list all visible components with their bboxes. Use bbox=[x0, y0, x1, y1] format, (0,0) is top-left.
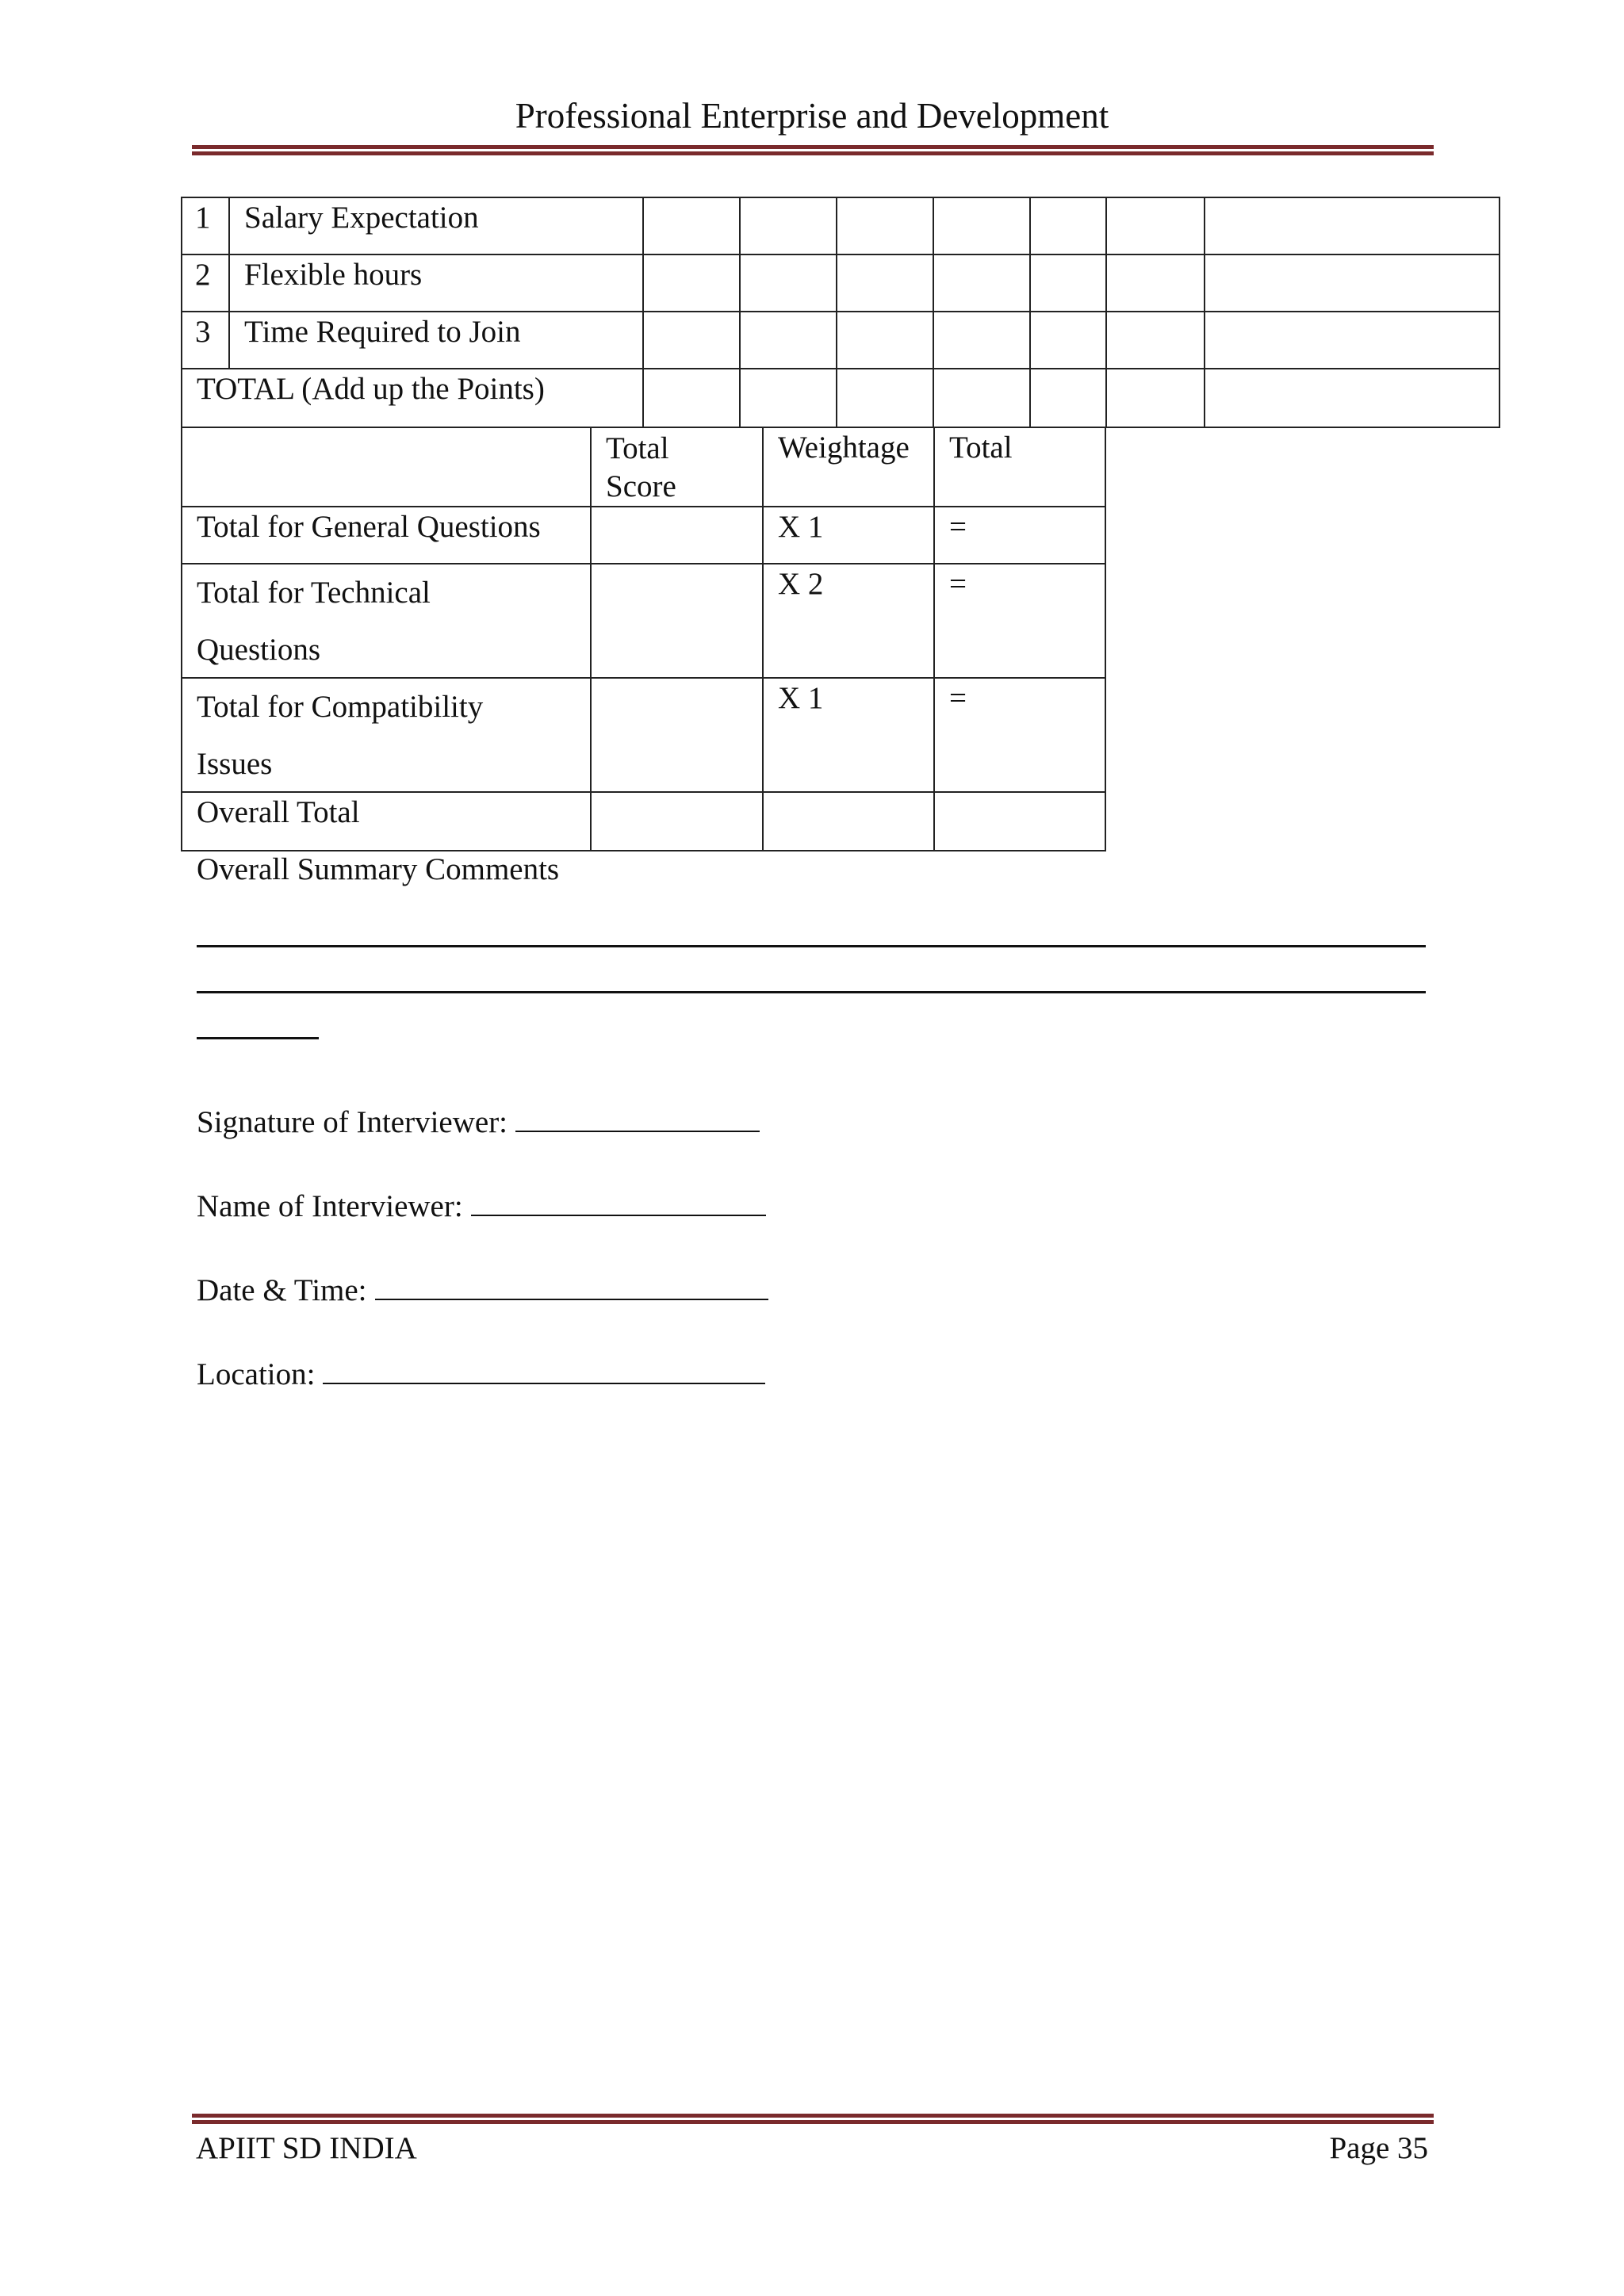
score-cell[interactable] bbox=[1105, 311, 1205, 369]
summary-row-general-weight: X 1 bbox=[762, 506, 935, 564]
name-input-line[interactable] bbox=[471, 1188, 766, 1216]
summary-header-weightage: Weightage bbox=[762, 427, 935, 507]
total-cell[interactable] bbox=[1105, 368, 1205, 428]
score-cell[interactable] bbox=[1029, 197, 1107, 255]
criteria-total-label: TOTAL (Add up the Points) bbox=[181, 368, 644, 428]
score-cell[interactable] bbox=[739, 311, 837, 369]
score-cell[interactable] bbox=[739, 254, 837, 312]
comments-label: Overall Summary Comments bbox=[197, 852, 560, 886]
comment-cell[interactable] bbox=[1204, 254, 1500, 312]
location-input-line[interactable] bbox=[323, 1356, 765, 1384]
summary-header-blank bbox=[181, 427, 592, 507]
summary-row-compatibility-weight: X 1 bbox=[762, 677, 935, 793]
score-cell[interactable] bbox=[739, 197, 837, 255]
signature-label: Signature of Interviewer: bbox=[197, 1105, 508, 1139]
summary-header-total: Total bbox=[933, 427, 1106, 507]
footer-page-number: Page 35 bbox=[1329, 2131, 1428, 2165]
summary-header-total-score: Total Score bbox=[590, 427, 764, 507]
header-divider bbox=[192, 145, 1434, 155]
summary-row-technical-label: Total for Technical Questions bbox=[181, 563, 592, 679]
criteria-row-2-label: Flexible hours bbox=[228, 254, 644, 312]
summary-row-overall-score[interactable] bbox=[590, 791, 764, 851]
name-label: Name of Interviewer: bbox=[197, 1189, 463, 1223]
score-cell[interactable] bbox=[642, 254, 741, 312]
score-cell[interactable] bbox=[836, 197, 934, 255]
page-title: Professional Enterprise and Development bbox=[515, 96, 1109, 136]
summary-row-overall-total[interactable] bbox=[933, 791, 1106, 851]
total-cell[interactable] bbox=[836, 368, 934, 428]
summary-row-general-score[interactable] bbox=[590, 506, 764, 564]
summary-row-technical-weight: X 2 bbox=[762, 563, 935, 679]
comment-cell[interactable] bbox=[1204, 197, 1500, 255]
location-label: Location: bbox=[197, 1357, 316, 1391]
score-cell[interactable] bbox=[933, 254, 1031, 312]
score-cell[interactable] bbox=[933, 197, 1031, 255]
comments-line-3[interactable] bbox=[197, 1037, 319, 1039]
score-cell[interactable] bbox=[836, 311, 934, 369]
datetime-label: Date & Time: bbox=[197, 1273, 367, 1307]
score-cell[interactable] bbox=[933, 311, 1031, 369]
criteria-row-3-number: 3 bbox=[181, 311, 230, 369]
footer-organization: APIIT SD INDIA bbox=[196, 2131, 417, 2165]
score-cell[interactable] bbox=[1029, 311, 1107, 369]
datetime-field bbox=[197, 1272, 768, 1309]
criteria-row-1-number: 1 bbox=[181, 197, 230, 255]
score-cell[interactable] bbox=[1105, 197, 1205, 255]
comment-cell[interactable] bbox=[1204, 311, 1500, 369]
score-cell[interactable] bbox=[642, 311, 741, 369]
location-field bbox=[197, 1356, 765, 1393]
total-comment-cell[interactable] bbox=[1204, 368, 1500, 428]
total-cell[interactable] bbox=[739, 368, 837, 428]
summary-row-general-label: Total for General Questions bbox=[181, 506, 592, 564]
criteria-row-1-label: Salary Expectation bbox=[228, 197, 644, 255]
summary-row-technical-score[interactable] bbox=[590, 563, 764, 679]
score-cell[interactable] bbox=[642, 197, 741, 255]
score-cell[interactable] bbox=[836, 254, 934, 312]
datetime-input-line[interactable] bbox=[375, 1272, 768, 1300]
summary-row-overall-label: Overall Total bbox=[181, 791, 592, 851]
name-field bbox=[197, 1188, 766, 1225]
criteria-row-2-number: 2 bbox=[181, 254, 230, 312]
footer-divider bbox=[192, 2114, 1434, 2124]
summary-row-overall-weight bbox=[762, 791, 935, 851]
summary-row-compatibility-score[interactable] bbox=[590, 677, 764, 793]
summary-row-compatibility-label: Total for Compatibility Issues bbox=[181, 677, 592, 793]
signature-input-line[interactable] bbox=[515, 1104, 760, 1132]
summary-row-general-total[interactable]: = bbox=[933, 506, 1106, 564]
comments-line-1[interactable] bbox=[197, 945, 1426, 947]
score-cell[interactable] bbox=[1029, 254, 1107, 312]
comments-line-2[interactable] bbox=[197, 991, 1426, 993]
total-cell[interactable] bbox=[1029, 368, 1107, 428]
total-cell[interactable] bbox=[642, 368, 741, 428]
summary-row-compatibility-total[interactable]: = bbox=[933, 677, 1106, 793]
criteria-row-3-label: Time Required to Join bbox=[228, 311, 644, 369]
total-cell[interactable] bbox=[933, 368, 1031, 428]
score-cell[interactable] bbox=[1105, 254, 1205, 312]
summary-row-technical-total[interactable]: = bbox=[933, 563, 1106, 679]
signature-field bbox=[197, 1104, 760, 1141]
